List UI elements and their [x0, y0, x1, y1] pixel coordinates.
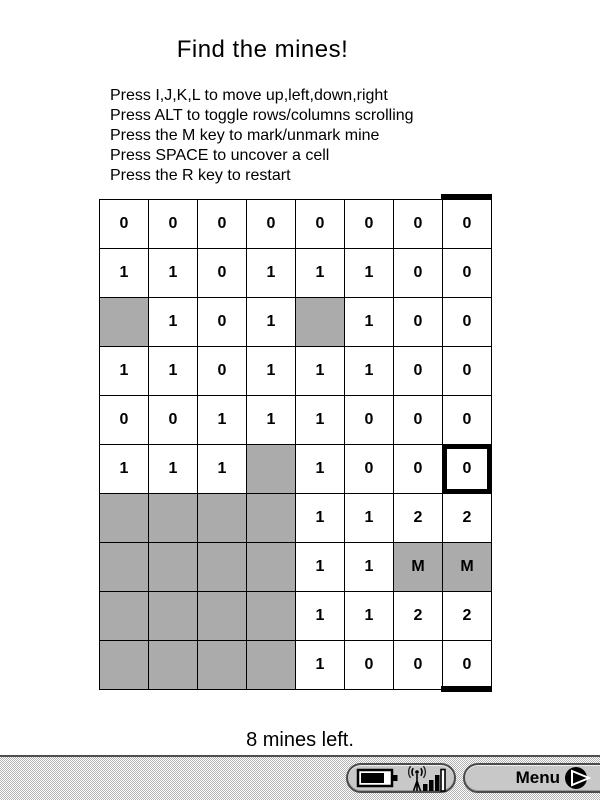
grid-cell[interactable]: 1: [100, 347, 148, 395]
play-arrow-icon: [564, 765, 591, 791]
grid-cell[interactable]: 1: [296, 592, 344, 640]
grid-cell[interactable]: [149, 543, 197, 591]
grid-cell[interactable]: [198, 543, 246, 591]
grid-cell[interactable]: [247, 641, 295, 689]
grid-cell[interactable]: 2: [394, 592, 442, 640]
grid-cell[interactable]: 1: [198, 445, 246, 493]
grid-cell[interactable]: 0: [443, 298, 491, 346]
grid-cell[interactable]: [100, 543, 148, 591]
grid-cell[interactable]: 0: [394, 347, 442, 395]
grid-cell[interactable]: 1: [296, 396, 344, 444]
grid-cell[interactable]: 2: [443, 592, 491, 640]
grid-cell[interactable]: 1: [247, 347, 295, 395]
instruction-line: Press ALT to toggle rows/columns scrolling: [110, 107, 414, 124]
grid-cell[interactable]: 2: [394, 494, 442, 542]
grid-cell[interactable]: [296, 298, 344, 346]
grid-cell[interactable]: [100, 494, 148, 542]
grid-cell[interactable]: 0: [345, 445, 393, 493]
grid-cell[interactable]: 0: [394, 396, 442, 444]
grid-cell[interactable]: 0: [394, 200, 442, 248]
grid-cell[interactable]: 0: [100, 396, 148, 444]
grid-cell[interactable]: 1: [100, 445, 148, 493]
grid-cell[interactable]: [198, 494, 246, 542]
selected-column-marker-bottom: [441, 686, 492, 692]
grid-cell[interactable]: [198, 641, 246, 689]
grid-cell[interactable]: 1: [296, 494, 344, 542]
grid-cell[interactable]: [247, 445, 295, 493]
grid-cell[interactable]: 1: [296, 445, 344, 493]
grid-cell[interactable]: 0: [149, 396, 197, 444]
grid-cell[interactable]: 0: [149, 200, 197, 248]
grid-cell[interactable]: [100, 641, 148, 689]
grid-cell[interactable]: 1: [149, 249, 197, 297]
grid-cell[interactable]: 1: [296, 543, 344, 591]
grid-cell[interactable]: 0: [100, 200, 148, 248]
grid-cell[interactable]: [247, 592, 295, 640]
grid-cell[interactable]: 1: [198, 396, 246, 444]
grid-cell[interactable]: 0: [247, 200, 295, 248]
grid-cell[interactable]: 1: [345, 249, 393, 297]
grid-cell[interactable]: 1: [296, 641, 344, 689]
grid-cell[interactable]: 1: [345, 543, 393, 591]
grid-cell[interactable]: 1: [149, 445, 197, 493]
instruction-line: Press I,J,K,L to move up,left,down,right: [110, 87, 388, 104]
grid-cell[interactable]: 1: [149, 298, 197, 346]
grid-cell[interactable]: [100, 298, 148, 346]
grid-cell[interactable]: 2: [443, 494, 491, 542]
grid-cell[interactable]: 0: [345, 396, 393, 444]
grid-cell[interactable]: [100, 592, 148, 640]
grid-cell[interactable]: 1: [149, 347, 197, 395]
grid-cell[interactable]: 0: [198, 249, 246, 297]
grid-cell[interactable]: 1: [247, 249, 295, 297]
grid-cell[interactable]: 1: [345, 494, 393, 542]
battery-icon: [356, 766, 400, 790]
instructions-block: [110, 86, 414, 186]
grid-cell[interactable]: 0: [443, 641, 491, 689]
grid-cell[interactable]: 0: [198, 200, 246, 248]
menu-label: Menu: [515, 768, 560, 787]
grid-cell[interactable]: 1: [247, 396, 295, 444]
grid-cell[interactable]: [247, 543, 295, 591]
grid-cell[interactable]: 1: [296, 347, 344, 395]
page-title: Find the mines!: [176, 36, 349, 63]
grid-cell[interactable]: 0: [443, 347, 491, 395]
signal-strength-icon: [408, 764, 446, 792]
grid-cell[interactable]: 1: [247, 298, 295, 346]
grid-cell[interactable]: 0: [394, 249, 442, 297]
indicator-pill: [346, 763, 456, 793]
grid-cell[interactable]: 1: [296, 249, 344, 297]
grid-cell[interactable]: 0: [198, 298, 246, 346]
mine-grid: [99, 199, 492, 690]
grid-cell[interactable]: 0: [198, 347, 246, 395]
grid-cell[interactable]: 0: [394, 641, 442, 689]
grid-cell[interactable]: 0: [443, 200, 491, 248]
grid-cell[interactable]: [149, 641, 197, 689]
grid-cell[interactable]: 1: [345, 592, 393, 640]
grid-cell[interactable]: 0: [443, 445, 491, 493]
menu-button[interactable]: [463, 763, 600, 793]
grid-cell[interactable]: 0: [443, 249, 491, 297]
grid-cell[interactable]: [149, 494, 197, 542]
grid-cell[interactable]: [198, 592, 246, 640]
grid-cell[interactable]: M: [443, 543, 491, 591]
grid-cell[interactable]: 0: [394, 298, 442, 346]
softkey-bar: [0, 755, 600, 800]
grid-cell[interactable]: 0: [296, 200, 344, 248]
grid-cell[interactable]: [247, 494, 295, 542]
mines-left-status: 8 mines left.: [246, 729, 354, 751]
grid-cell[interactable]: [149, 592, 197, 640]
instruction-line: Press the R key to restart: [110, 167, 291, 184]
grid-cell[interactable]: M: [394, 543, 442, 591]
grid-cell[interactable]: 1: [345, 347, 393, 395]
instruction-line: Press the M key to mark/unmark mine: [110, 127, 380, 144]
grid-cell[interactable]: 0: [345, 200, 393, 248]
grid-cell[interactable]: 1: [100, 249, 148, 297]
grid-cell[interactable]: 0: [394, 445, 442, 493]
grid-cell[interactable]: 0: [345, 641, 393, 689]
instruction-line: Press SPACE to uncover a cell: [110, 147, 330, 164]
grid-cell[interactable]: 1: [345, 298, 393, 346]
grid-cell[interactable]: 0: [443, 396, 491, 444]
